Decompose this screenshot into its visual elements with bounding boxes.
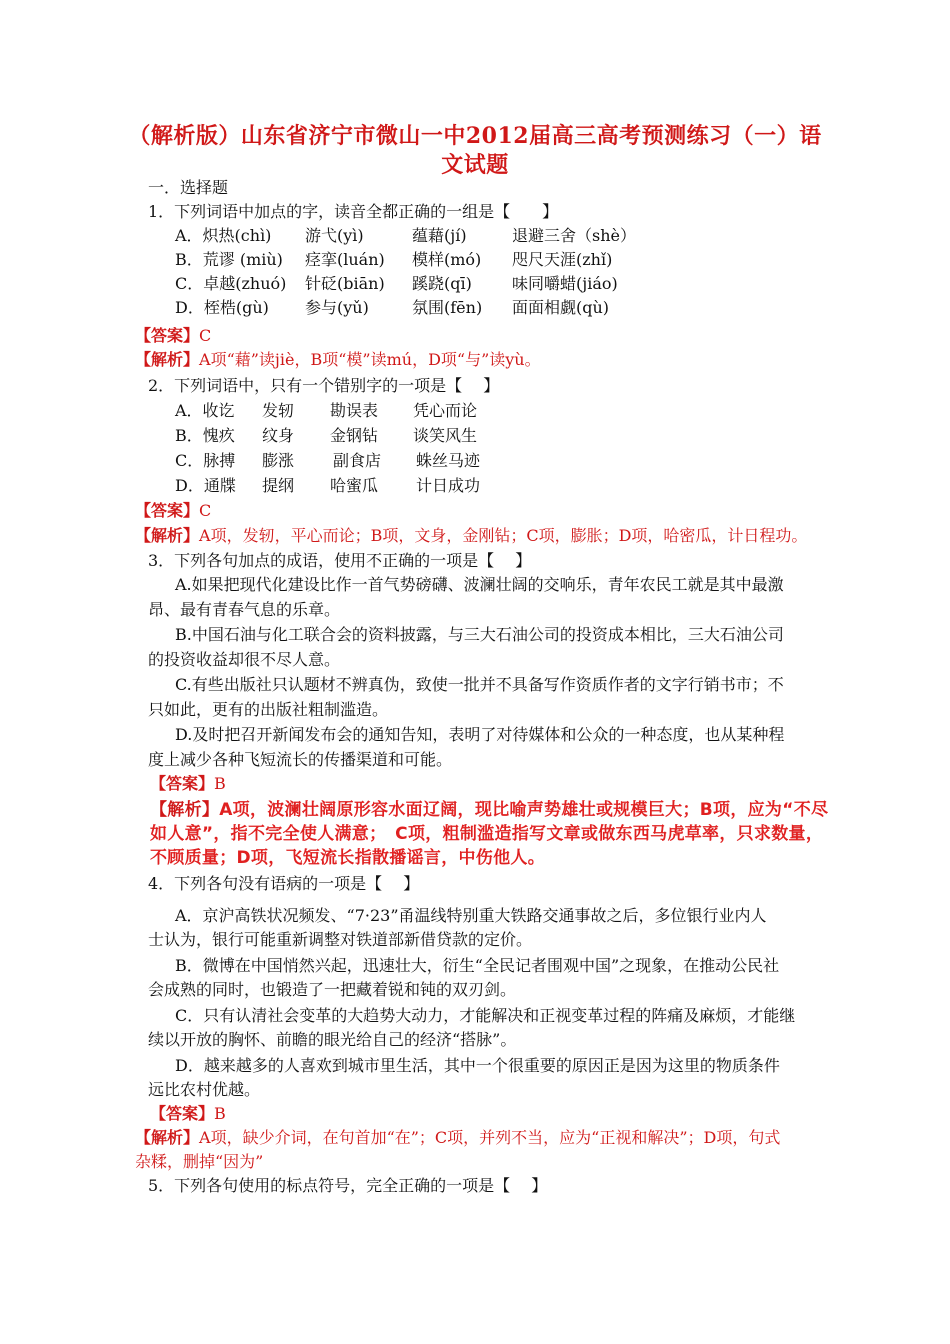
q2-option-a-4: 凭心而论 [413, 401, 478, 420]
answer-tag: 【答案】 [150, 1104, 215, 1123]
q1-option-b-3: 模样(mó) [412, 250, 482, 269]
q1-stem: 1．下列词语中加点的字，读音全都正确的一组是【 】 [148, 202, 559, 221]
q1-option-c-3: 蹊跷(qī) [412, 274, 472, 293]
q4-analysis-line-1 [135, 1126, 780, 1150]
q3-line-7: D.及时把召开新闻发布会的通知告知，表明了对待媒体和公众的一种态度，也从某种程 [175, 725, 785, 744]
q2-option-c-4: 蛛丝马迹 [416, 451, 481, 470]
q4-line-7: D．越来越多的人喜欢到城市里生活，其中一个很重要的原因正是因为这里的物质条件 [175, 1056, 780, 1075]
answer-value: B [214, 774, 226, 793]
q3-line-2: 昂、最有青春气息的乐章。 [148, 600, 341, 619]
q2-option-b-4: 谈笑风生 [413, 426, 478, 445]
q1-option-a-3: 蕴藉(jí) [412, 226, 467, 245]
q2-option-d-4: 计日成功 [416, 476, 481, 495]
q2-option-c-3: 副食店 [333, 451, 382, 470]
q3-line-6: 只如此，更有的出版社粗制滥造。 [148, 700, 389, 719]
q3-analysis-line-1 [150, 798, 828, 822]
q4-line-3: B．微博在中国悄然兴起，迅速壮大，衍生“全民记者围观中国”之现象，在推动公民社 [175, 956, 780, 975]
q1-option-d-2: 参与(yǔ) [305, 298, 369, 317]
q3-line-8: 度上减少各种飞短流长的传播渠道和可能。 [148, 750, 453, 769]
q2-option-b-3: 金钢钻 [330, 426, 379, 445]
q2-option-d-3: 哈蜜瓜 [330, 476, 379, 495]
q3-analysis-line-2: 如人意”，指不完全使人满意； C项，粗制滥造指写文章或做东西马虎草率，只求数量， [150, 824, 824, 844]
q3-analysis-line-3: 不顾质量；D项，飞短流长指散播谣言，中伤他人。 [150, 848, 546, 868]
q1-option-d-1: D．桎梏(gù) [175, 298, 269, 317]
q2-option-a-2: 发轫 [262, 401, 295, 420]
analysis-tag: 【解析】 [135, 350, 200, 369]
q2-option-a-1: A．收讫 [175, 401, 235, 420]
analysis-text: A项，波澜壮阔原形容水面辽阔，现比喻声势雄壮或规模巨大；B项，应为“不尽 [219, 800, 829, 820]
analysis-text: A项，缺少介词，在句首加“在”；C项，并列不当，应为“正视和解决”；D项，句式 [199, 1128, 781, 1147]
q1-option-c-1: C．卓越(zhuó) [175, 274, 287, 293]
section-heading: 一．选择题 [148, 178, 229, 197]
q4-line-6: 续以开放的胸怀、前瞻的眼光给自己的经济“搭脉”。 [148, 1030, 517, 1049]
q4-answer [150, 1102, 226, 1126]
analysis-tag: 【解析】 [135, 1128, 200, 1147]
q4-line-2: 士认为，银行可能重新调整对铁道部新借贷款的定价。 [148, 930, 533, 949]
title-line-1: （解析版）山东省济宁市微山一中2012届高三高考预测练习（一）语 [128, 123, 822, 149]
answer-tag: 【答案】 [135, 326, 200, 345]
document-title [110, 122, 840, 180]
q2-answer [135, 499, 211, 523]
q1-option-c-2: 针砭(biān) [305, 274, 385, 293]
q2-option-b-1: B．愧疚 [175, 426, 235, 445]
q3-line-1: A.如果把现代化建设比作一首气势磅礴、波澜壮阔的交响乐，青年农民工就是其中最激 [175, 575, 784, 594]
q3-answer [150, 772, 226, 796]
analysis-tag: 【解析】 [135, 526, 200, 545]
q4-stem: 4．下列各句没有语病的一项是【 】 [148, 874, 420, 893]
q1-option-d-3: 氛围(fēn) [412, 298, 483, 317]
answer-tag: 【答案】 [150, 774, 215, 793]
q1-option-a-2: 游弋(yì) [305, 226, 364, 245]
q1-answer [135, 324, 211, 348]
q3-line-3: B.中国石油与化工联合会的资料披露，与三大石油公司的投资成本相比，三大石油公司 [175, 625, 784, 644]
q2-stem: 2．下列词语中，只有一个错别字的一项是【 】 [148, 376, 500, 395]
q3-line-4: 的投资收益却很不尽人意。 [148, 650, 341, 669]
q3-line-5: C.有些出版社只认题材不辨真伪，致使一批并不具备写作资质作者的文字行销书市；不 [175, 675, 784, 694]
q1-option-b-1: B．荒谬 (miù) [175, 250, 283, 269]
q2-option-c-1: C．脉搏 [175, 451, 236, 470]
q2-option-b-2: 纹身 [262, 426, 295, 445]
q4-line-8: 远比农村优越。 [148, 1080, 261, 1099]
answer-value: B [214, 1104, 226, 1123]
q2-option-a-3: 勘误表 [330, 401, 379, 420]
q1-option-c-4: 味同嚼蜡(jiáo) [512, 274, 618, 293]
q2-analysis [135, 524, 807, 548]
analysis-text: A项“藉”读jiè，B项“模”读mú，D项“与”读yù。 [199, 350, 541, 369]
q2-option-d-1: D．通牒 [175, 476, 236, 495]
q1-option-a-1: A．炽热(chì) [175, 226, 272, 245]
q2-option-d-2: 提纲 [262, 476, 295, 495]
q4-line-1: A．京沪高铁状况频发、“7·23”甬温线特别重大铁路交通事故之后，多位银行业内人 [175, 906, 767, 925]
analysis-tag: 【解析】 [150, 800, 220, 820]
q1-option-b-4: 咫尺天涯(zhǐ) [512, 250, 613, 269]
q1-option-b-2: 痉挛(luán) [305, 250, 385, 269]
q5-stem: 5．下列各句使用的标点符号，完全正确的一项是【 】 [148, 1176, 548, 1195]
q4-line-4: 会成熟的同时，也锻造了一把藏着锐和钝的双刃剑。 [148, 980, 517, 999]
q1-option-d-4: 面面相觑(qù) [512, 298, 610, 317]
title-line-2: 文试题 [441, 152, 509, 178]
q3-stem: 3．下列各句加点的成语，使用不正确的一项是【 】 [148, 551, 532, 570]
q1-option-a-4: 退避三舍（shè） [512, 226, 636, 245]
q4-analysis-line-2: 杂糅，删掉“因为” [135, 1152, 264, 1171]
q4-line-5: C．只有认清社会变革的大趋势大动力，才能解决和正视变革过程的阵痛及麻烦，才能继 [175, 1006, 796, 1025]
analysis-text: A项，发轫，平心而论；B项，文身，金刚钻；C项，膨胀；D项，哈密瓜，计日程功。 [199, 526, 808, 545]
q2-option-c-2: 膨涨 [262, 451, 295, 470]
q1-analysis [135, 348, 541, 372]
answer-tag: 【答案】 [135, 501, 200, 520]
answer-value: C [199, 326, 212, 345]
answer-value: C [199, 501, 212, 520]
